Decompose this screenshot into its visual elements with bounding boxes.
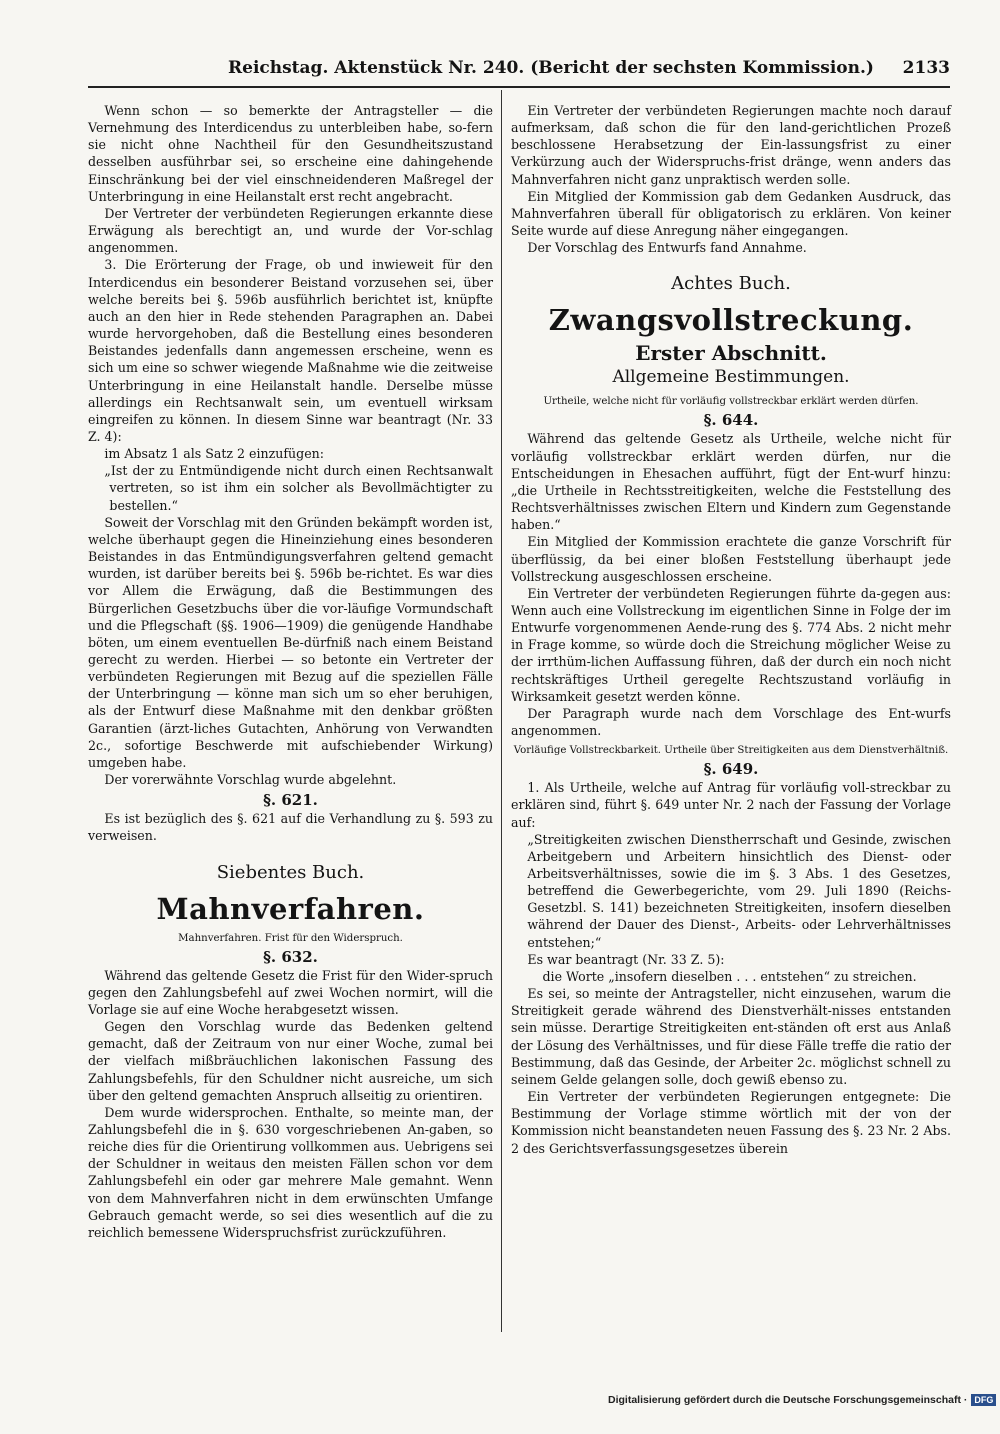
quote: „Streitigkeiten zwischen Dienstherrschaft und Gesinde, zwischen Arbeitgebern und Arbeitern hinsichtlich des Dienst- oder Arbeitsverhältnisses, sowie die im §. 3 Abs. 1 des Gesetzes, betreffend die Gewerbegerichte, vom 29. Juli 1890 (Reichs-Gesetzbl. S. 141) bezeichneten Streitigkeiten, insofern dieselben während der Dauer des Dienst-, Arbeits- oder Lehrverhältnisses entstehen;“ [527, 831, 951, 950]
paragraph: 1. Als Urtheile, welche auf Antrag für vorläufig voll-streckbar zu erklären sind, führt §. 649 unter Nr. 2 nach der Fassung der Vorlage auf: [511, 780, 951, 830]
digitization-footer [608, 1394, 996, 1406]
paragraph: Soweit der Vorschlag mit den Gründen bekämpft worden ist, welche überhaupt gegen die Hineinziehung eines besonderen Beistandes in das Entmündigungsverfahren geltend gemacht wurden, ist darüber bereits bei §. 596b be-richtet. Es war dies vor Allem die Erwägung, daß die Bestimmungen des Bürgerlichen Gesetzbuchs über die vor-läufige Vormundschaft und die Pflegschaft (§§. 1906—1909) die genügende Handhabe böten, um einem eventuellen Be-dürfniß nach einem Beistand gerecht zu werden. Hierbei — so betonte ein Vertreter der verbündeten Regierungen mit Bezug auf die speziellen Fälle der Unterbringung — könne man sich um so eher beruhigen, als der Entwurf diese Maßnahme mit den denkbar größten Garantien (ärzt-liches Gutachten, Anhörung von Verwandten 2c., sofortige Beschwerde mit aufschiebender Wirkung) umgeben habe. [88, 514, 493, 770]
paragraph: Ein Vertreter der verbündeten Regierungen machte noch darauf aufmerksam, daß schon die für den land-gerichtlichen Prozeß beschlossene Herabsetzung der Ein-lassungsfrist zu einer Verkürzung auch der Widerspruchs-frist dränge, wenn anders das Mahnverfahren nicht ganz unpraktisch werden solle. [511, 103, 951, 187]
paragraph-heading: §. 632. [263, 947, 318, 966]
column-divider [501, 90, 502, 1332]
header-rule [88, 86, 950, 88]
quote: die Worte „insofern dieselben . . . entstehen“ zu streichen. [542, 968, 917, 984]
paragraph: Ein Vertreter der verbündeten Regierungen entgegnete: Die Bestimmung der Vorlage stimme wörtlich mit der von der Kommission nicht beanstandeten neuen Fassung des §. 23 Nr. 2 Abs. 2 des Gerichtsverfassungsgesetzes überein [511, 1089, 951, 1156]
paragraph: Ein Vertreter der verbündeten Regierungen führte da-gegen aus: Wenn auch eine Vollstreckung im eigentlichen Sinne in Folge der im Entwurfe vorgenommenen Aende-rung des §. 774 Abs. 2 nicht mehr in Frage komme, so würde doch die Streichung möglicher Weise zu der irrthüm-lichen Auffassung führen, daß der durch ein noch nicht rechtskräftiges Urtheil geregelte Rechtszustand vorläufig in Wirksamkeit gesetzt werden könne. [511, 585, 951, 704]
paragraph: Dem wurde widersprochen. Enthalte, so meinte man, der Zahlungsbefehl die in §. 630 vorgeschriebenen An-gaben, so reiche dies für die Orientirung vollkommen aus. Uebrigens sei der Schuldner in weitaus den meisten Fällen schon vor dem Zahlungsbefehl ein oder gar mehrere Male gemahnt. Wenn von dem Mahnverfahren nicht in dem erwünschten Umfange Gebrauch gemacht werde, so sei dies wesentlich auf die zu reichlich bemessene Widerspruchsfrist zurückzuführen. [88, 1104, 493, 1240]
paragraph: Gegen den Vorschlag wurde das Bedenken geltend gemacht, daß der Zeitraum von nur einer Woche, zumal bei der vielfach mißbräuchlichen lakonischen Fassung des Zahlungsbefehls, für den Schuldner nicht ausreiche, um sich über den geltend gemachten Anspruch allseitig zu orientiren. [88, 1019, 493, 1103]
page-header [88, 58, 950, 84]
paragraph-heading: §. 644. [703, 411, 759, 430]
paragraph: im Absatz 1 als Satz 2 einzufügen: [104, 446, 325, 462]
section-subheading: Allgemeine Bestimmungen. [612, 367, 850, 388]
paragraph: Es sei, so meinte der Antragsteller, nicht einzusehen, warum die Streitigkeit gerade während des Dienstverhält-nisses entstanden sein müsse. Derartige Streitigkeiten ent-ständen oft erst aus Anlaß der Lösung des Verhältnisses, und für diese Fälle treffe die ratio der Bestimmung, daß das Gesinde, der Arbeiter 2c. möglichst schnell zu seinem Gelde gelangen solle, doch gewiß ebenso zu. [511, 986, 951, 1087]
subsection-caption: Urtheile, welche nicht für vorläufig vollstreckbar erklärt werden dürfen. [543, 396, 919, 408]
subsection-caption: Vorläufige Vollstreckbarkeit. Urtheile über Streitigkeiten aus dem Dienstverhältniß. [513, 745, 949, 757]
subsection-caption: Mahnverfahren. Frist für den Widerspruch. [178, 932, 403, 944]
dfg-logo: DFG [971, 1394, 996, 1406]
paragraph: Der Paragraph wurde nach dem Vorschlage des Ent-wurfs angenommen. [511, 705, 951, 739]
page-number: 2133 [902, 58, 950, 78]
running-title: Reichstag. Aktenstück Nr. 240. (Bericht der sechsten Kommission.) [228, 58, 874, 78]
paragraph: 3. Die Erörterung der Frage, ob und inwieweit für den Interdicendus ein besonderer Beistand vorzusehen sei, über welche bereits bei §. 596b ausführlich berichtet ist, knüpfte auch an den hier in Rede stehenden Paragraphen an. Dabei wurde hervorgehoben, daß die Bestellung eines besonderen Beistandes jedenfalls dann angemessen erscheine, wenn es sich um eine so schwer wiegende Maßnahme wie die zeitweise Unterbringung in eine Heilanstalt handle. Derselbe müsse allerdings ein Rechtsanwalt sein, um eventuell wirksam eingreifen zu können. In diesem Sinne war beantragt (Nr. 33 Z. 4): [88, 257, 493, 444]
paragraph: Der vorerwähnte Vorschlag wurde abgelehnt. [104, 772, 397, 788]
left-column [88, 102, 493, 1241]
book-heading: Achtes Buch. [671, 273, 791, 295]
book-title: Mahnverfahren. [156, 891, 425, 926]
quote: „Ist der zu Entmündigende nicht durch einen Rechtsanwalt vertreten, so ist ihm ein solcher als Bevollmächtigter zu bestellen.“ [104, 463, 493, 513]
section-heading: Erster Abschnitt. [635, 341, 827, 366]
paragraph: Der Vertreter der verbündeten Regierungen erkannte diese Erwägung als berechtigt an, und wurde der Vor-schlag angenommen. [88, 205, 493, 256]
paragraph-heading: §. 621. [263, 791, 318, 810]
paragraph: Ein Mitglied der Kommission gab dem Gedanken Ausdruck, das Mahnverfahren überall für obligatorisch zu erklären. Von keiner Seite wurde auf diese Anregung näher eingegangen. [511, 188, 951, 239]
paragraph: Während das geltende Gesetz die Frist für den Wider-spruch gegen den Zahlungsbefehl auf zwei Wochen normirt, will die Vorlage sie auf eine Woche herabgesetzt wissen. [88, 967, 493, 1017]
right-column [511, 102, 951, 1157]
paragraph: Wenn schon — so bemerkte der Antragsteller — die Vernehmung des Interdicendus zu unterbleiben habe, so-fern sie nicht ohne Nachtheil für den Gesundheitszustand desselben ausführbar sei, so erscheine eine dahingehende Einschränkung bei der viel einschneidenderen Maßregel der Unterbringung in eine Heilanstalt erst recht angebracht. [88, 103, 493, 204]
paragraph: Der Vorschlag des Entwurfs fand Annahme. [527, 240, 807, 256]
paragraph: Es war beantragt (Nr. 33 Z. 5): [527, 951, 725, 967]
paragraph: Während das geltende Gesetz als Urtheile, welche nicht für vorläufig vollstreckbar erklärt werden dürfen, nur die Entscheidungen in Ehesachen aufführt, fügt der Ent-wurf hinzu: „die Urtheile in Rechtsstreitigkeiten, welche die Feststellung des Rechtsverhältnisses zwischen Eltern und Kindern zum Gegenstande haben.“ [511, 431, 951, 533]
footer-text: Digitalisierung gefördert durch die Deutsche Forschungsgemeinschaft · [608, 1394, 968, 1406]
book-title: Zwangsvollstreckung. [548, 303, 914, 338]
paragraph: Es ist bezüglich des §. 621 auf die Verhandlung zu §. 593 zu verweisen. [88, 811, 493, 844]
book-heading: Siebentes Buch. [216, 861, 365, 883]
paragraph: Ein Mitglied der Kommission erachtete die ganze Vorschrift für überflüssig, da bei einer bloßen Feststellung überhaupt jede Vollstreckung ausgeschlossen erscheine. [511, 534, 951, 584]
paragraph-heading: §. 649. [703, 760, 759, 779]
